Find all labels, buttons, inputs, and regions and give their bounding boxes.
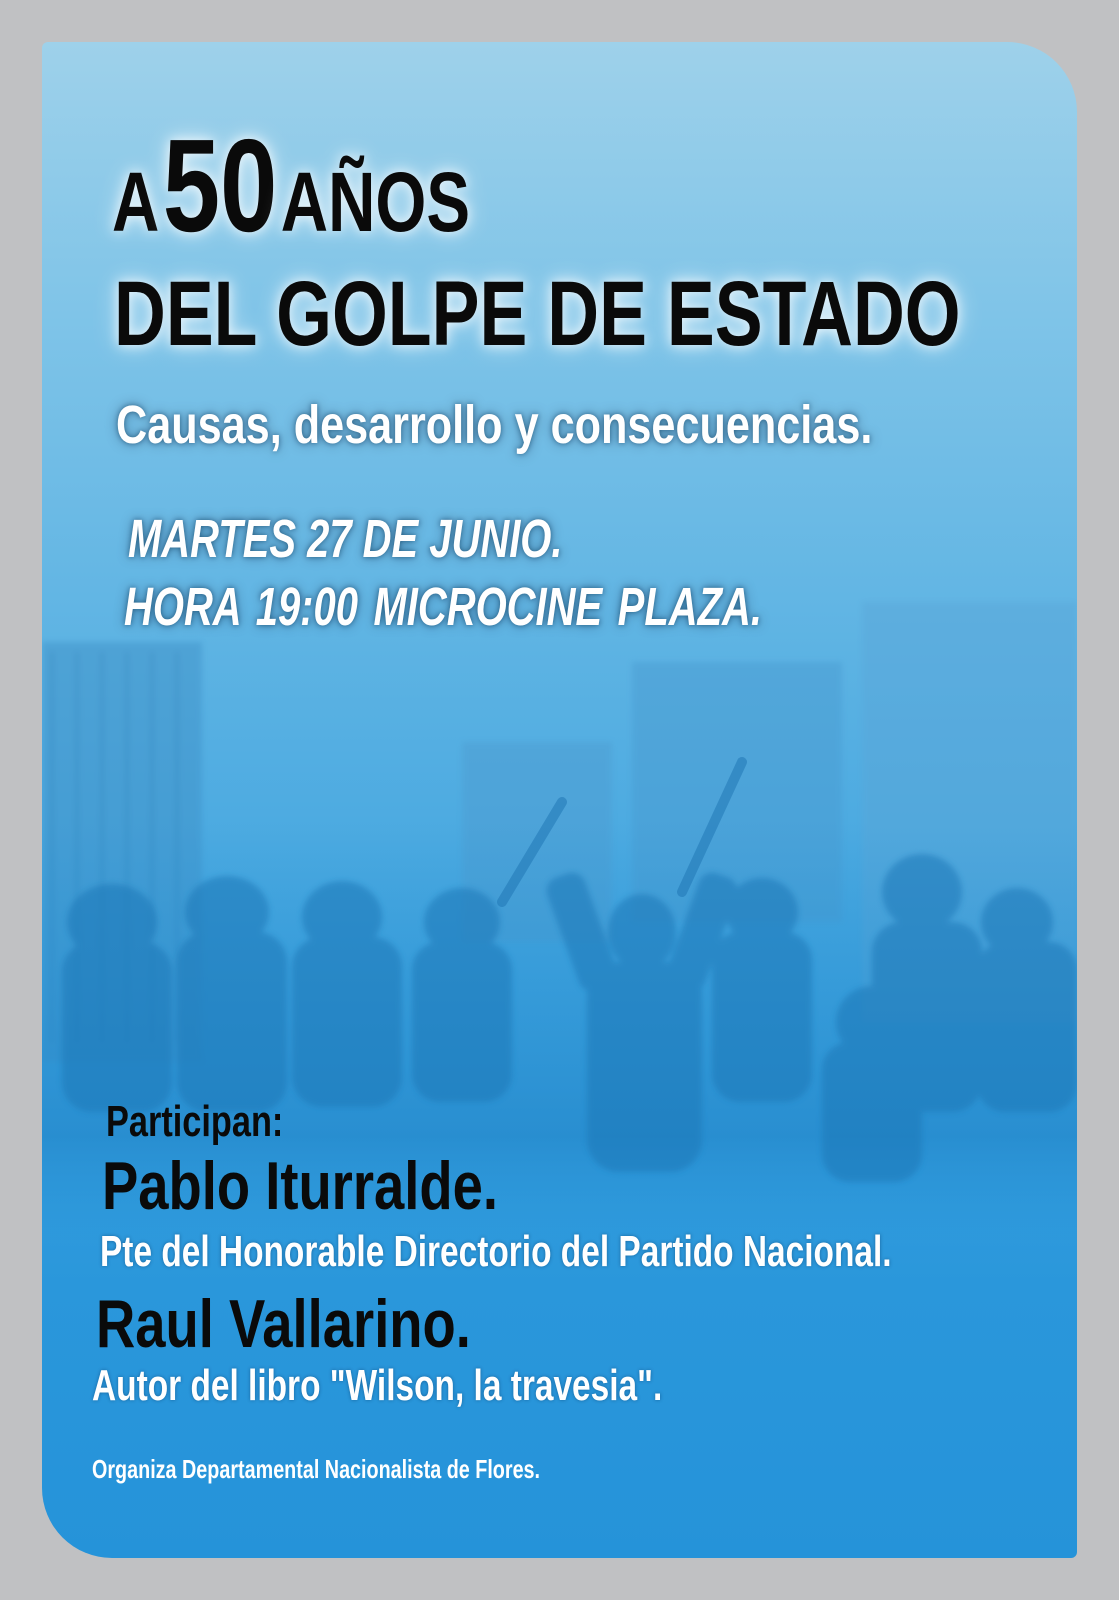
participants-heading: Participan:: [106, 1097, 284, 1146]
subtitle: Causas, desarrollo y consecuencias.: [116, 395, 873, 455]
headline-word: AÑOS: [280, 155, 471, 249]
headline-number: 50: [162, 112, 278, 259]
participant-role: Pte del Honorable Directorio del Partido Nacional.: [100, 1227, 892, 1276]
organizer-credit: Organiza Departamental Nacionalista de Flores.: [92, 1454, 541, 1484]
headline-prefix: A: [112, 155, 160, 249]
headline-line-1: [112, 112, 571, 259]
event-date: MARTES 27 DE JUNIO.: [128, 509, 563, 569]
participant-name: Raul Vallarino.: [96, 1286, 471, 1362]
headline-line-2: DEL GOLPE DE ESTADO: [114, 263, 961, 365]
event-time-place: HORA 19:00 MICROCINE PLAZA.: [124, 577, 762, 637]
participant-name: Pablo Iturralde.: [102, 1148, 498, 1224]
participant-role: Autor del libro "Wilson, la travesia".: [92, 1361, 663, 1410]
event-poster: [42, 42, 1077, 1558]
